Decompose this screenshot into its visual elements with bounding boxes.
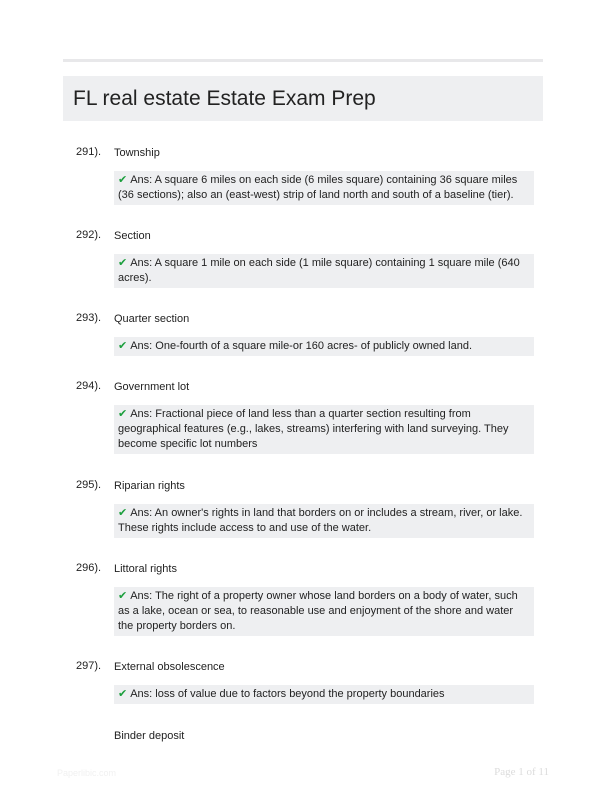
answer-text: Ans: Fractional piece of land less than a quarter section resulting from geographical features (e.g., lakes, streams) interfering with land surveying. They become specific lot numbers <box>118 408 509 450</box>
answer-text: Ans: loss of value due to factors beyond the property boundaries <box>130 688 445 700</box>
answer-box <box>114 405 534 454</box>
answer-text: Ans: An owner's rights in land that borders on or includes a stream, river, or lake. These rights include access to and use of the water. <box>118 507 523 534</box>
question-number: 293). <box>76 312 102 324</box>
checkmark-icon: ✔ <box>118 340 128 352</box>
checkmark-icon: ✔ <box>118 507 128 519</box>
checkmark-icon: ✔ <box>118 688 128 700</box>
answer-box <box>114 504 534 538</box>
question-text: Littoral rights <box>114 563 177 575</box>
question-text: Government lot <box>114 381 190 393</box>
page-indicator: Page 1 of 11 <box>494 766 549 778</box>
question-number: 291). <box>76 146 102 158</box>
header-rule <box>63 59 543 62</box>
answer-text: Ans: The right of a property owner whose land borders on a body of water, such as a lake, ocean or sea, to reasonable use and enjoyment of the shore and water the property borders on. <box>118 590 518 632</box>
footer-watermark: Paperlibic.com <box>57 768 117 778</box>
question-text: External obsolescence <box>114 661 225 673</box>
checkmark-icon: ✔ <box>118 590 128 602</box>
answer-text: Ans: One-fourth of a square mile-or 160 acres- of publicly owned land. <box>130 340 473 352</box>
answer-box <box>114 254 534 288</box>
answer-box <box>114 685 534 704</box>
checkmark-icon: ✔ <box>118 257 128 269</box>
title-bar <box>63 76 543 121</box>
answer-box <box>114 587 534 636</box>
question-number: 292). <box>76 229 102 241</box>
question-text: Section <box>114 230 151 242</box>
checkmark-icon: ✔ <box>118 174 128 186</box>
question-number: 294). <box>76 380 102 392</box>
answer-text: Ans: A square 1 mile on each side (1 mile square) containing 1 square mile (640 acres). <box>118 257 520 284</box>
checkmark-icon: ✔ <box>118 408 128 420</box>
answer-box <box>114 337 534 356</box>
answer-box <box>114 171 534 205</box>
question-number: 296). <box>76 562 102 574</box>
question-number: 297). <box>76 660 102 672</box>
question-text: Township <box>114 147 160 159</box>
question-text: Binder deposit <box>114 730 185 742</box>
question-text: Quarter section <box>114 313 190 325</box>
question-number: 295). <box>76 479 102 491</box>
page-title: FL real estate Estate Exam Prep <box>73 87 376 110</box>
question-text: Riparian rights <box>114 480 185 492</box>
answer-text: Ans: A square 6 miles on each side (6 miles square) containing 36 square miles (36 sections); also an (east-west) strip of land north and south of a baseline (tier). <box>118 174 518 201</box>
